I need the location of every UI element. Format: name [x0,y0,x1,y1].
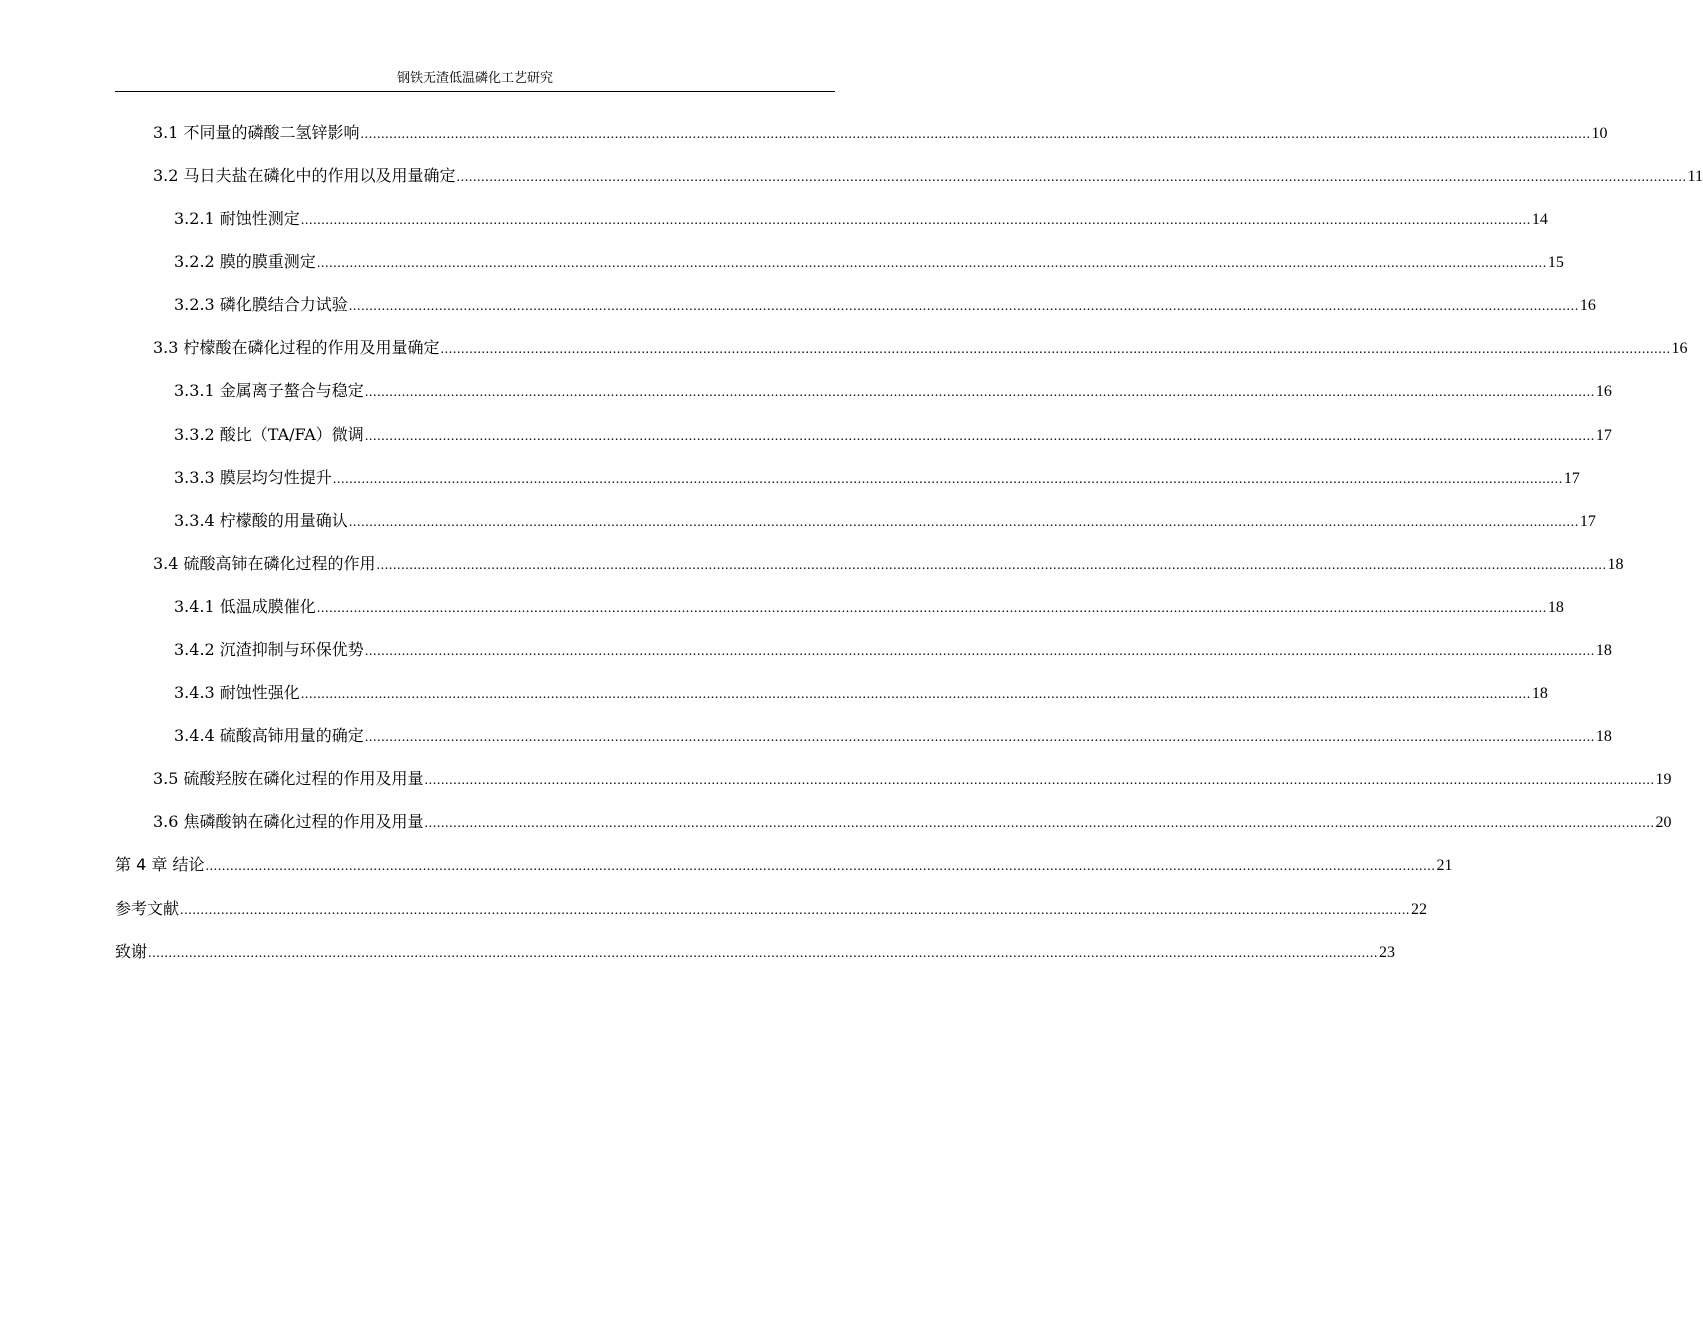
toc-dot-leader: ............................................................................................................................................................................................................................................................................................................ [148,946,1379,961]
toc-entry-label: 3.2.2 膜的膜重测定 [174,252,316,271]
toc-page-number: 20 [1655,814,1672,831]
toc-entry[interactable] [174,379,1612,403]
toc-page-number: 18 [1531,685,1548,702]
toc-dot-leader: ............................................................................................................................................................................................................................................................................................................ [205,859,1436,874]
toc-dot-leader: ............................................................................................................................................................................................................................................................................................................ [364,644,1595,659]
toc-dot-leader: ............................................................................................................................................................................................................................................................................................................ [376,558,1607,573]
toc-page-number: 19 [1655,771,1672,788]
toc-dot-leader: ............................................................................................................................................................................................................................................................................................................ [316,601,1547,616]
toc-entry-label: 3.3.3 膜层均匀性提升 [174,468,332,487]
toc-entry[interactable] [174,207,1548,231]
toc-entry[interactable] [174,250,1564,274]
toc-dot-leader: ............................................................................................................................................................................................................................................................................................................ [348,515,1579,530]
toc-entry[interactable] [153,552,1624,576]
toc-entry-label: 3.5 硫酸羟胺在磷化过程的作用及用量 [153,769,424,788]
toc-entry[interactable] [174,638,1612,662]
toc-page-number: 18 [1595,642,1612,659]
toc-entry-label: 3.2 马日夫盐在磷化中的作用以及用量确定 [153,166,456,185]
toc-page-number: 17 [1579,513,1596,530]
toc-entry-label: 3.4.3 耐蚀性强化 [174,683,300,702]
toc-entry[interactable] [115,897,1428,921]
toc-entry-label: 3.2.1 耐蚀性测定 [174,209,300,228]
toc-entry-label: 致谢 [115,942,148,961]
toc-dot-leader: ............................................................................................................................................................................................................................................................................................................ [364,730,1595,745]
toc-entry-label: 3.4.1 低温成膜催化 [174,597,316,616]
toc-entry[interactable] [174,293,1596,317]
toc-entry[interactable] [153,164,1703,188]
toc-entry-label: 3.3 柠檬酸在磷化过程的作用及用量确定 [153,338,440,357]
toc-entry[interactable] [153,810,1672,834]
toc-dot-leader: ............................................................................................................................................................................................................................................................................................................ [424,773,1655,788]
toc-entry[interactable] [174,724,1612,748]
toc-page-number: 21 [1436,857,1453,874]
toc-entry-label: 3.6 焦磷酸钠在磷化过程的作用及用量 [153,812,424,831]
toc-page-number: 16 [1671,340,1688,357]
toc-dot-leader: ............................................................................................................................................................................................................................................................................................................ [424,816,1655,831]
toc-entry-label: 3.4.4 硫酸高铈用量的确定 [174,726,364,745]
toc-dot-leader: ............................................................................................................................................................................................................................................................................................................ [332,472,1563,487]
toc-entry[interactable] [174,423,1612,447]
toc-page-number: 22 [1411,901,1428,918]
toc-entry[interactable] [153,767,1672,791]
toc-page-number: 18 [1595,728,1612,745]
toc-page-number: 15 [1547,254,1564,271]
toc-page-number: 18 [1547,599,1564,616]
toc-entry[interactable] [174,595,1564,619]
toc-page-number: 16 [1595,383,1612,400]
toc-page-number: 16 [1579,297,1596,314]
toc-page-number: 17 [1595,427,1612,444]
toc-page-number: 23 [1379,944,1396,961]
toc-dot-leader: ............................................................................................................................................................................................................................................................................................................ [364,429,1595,444]
toc-entry-label: 3.1 不同量的磷酸二氢锌影响 [153,123,360,142]
document-title: 钢铁无渣低温磷化工艺研究 [396,71,553,86]
toc-entry-label: 3.2.3 磷化膜结合力试验 [174,295,348,314]
toc-entry[interactable] [174,681,1548,705]
toc-entry-label: 参考文献 [115,899,180,918]
toc-entry-label: 3.3.2 酸比（TA/FA）微调 [174,425,364,444]
toc-entry-label: 3.3.1 金属离子螯合与稳定 [174,381,364,400]
toc-dot-leader: ............................................................................................................................................................................................................................................................................................................ [300,687,1531,702]
toc-entry[interactable] [115,940,1396,964]
toc-dot-leader: ............................................................................................................................................................................................................................................................................................................ [300,213,1531,228]
toc-entry-label: 第 4 章 结论 [115,855,205,874]
toc-dot-leader: ............................................................................................................................................................................................................................................................................................................ [360,127,1591,142]
toc-page-number: 14 [1531,211,1548,228]
toc-dot-leader: ............................................................................................................................................................................................................................................................................................................ [440,342,1671,357]
toc-page-number: 10 [1591,125,1608,142]
toc-page-number: 18 [1607,556,1624,573]
toc-dot-leader: ............................................................................................................................................................................................................................................................................................................ [364,385,1595,400]
toc-dot-leader: ............................................................................................................................................................................................................................................................................................................ [348,299,1579,314]
toc-entry[interactable] [153,121,1608,145]
toc-entry-label: 3.4 硫酸高铈在磷化过程的作用 [153,554,376,573]
toc-entry[interactable] [174,509,1596,533]
toc-page-number: 11 [1687,168,1703,185]
toc-entry[interactable] [115,853,1453,877]
toc-entry-label: 3.3.4 柠檬酸的用量确认 [174,511,348,530]
toc-dot-leader: ............................................................................................................................................................................................................................................................................................................ [180,903,1411,918]
toc-dot-leader: ............................................................................................................................................................................................................................................................................................................ [456,170,1687,185]
toc-entry-label: 3.4.2 沉渣抑制与环保优势 [174,640,364,659]
toc-entry[interactable] [153,336,1688,360]
toc-page-number: 17 [1563,470,1580,487]
toc-entry[interactable] [174,466,1580,490]
toc-dot-leader: ............................................................................................................................................................................................................................................................................................................ [316,256,1547,271]
